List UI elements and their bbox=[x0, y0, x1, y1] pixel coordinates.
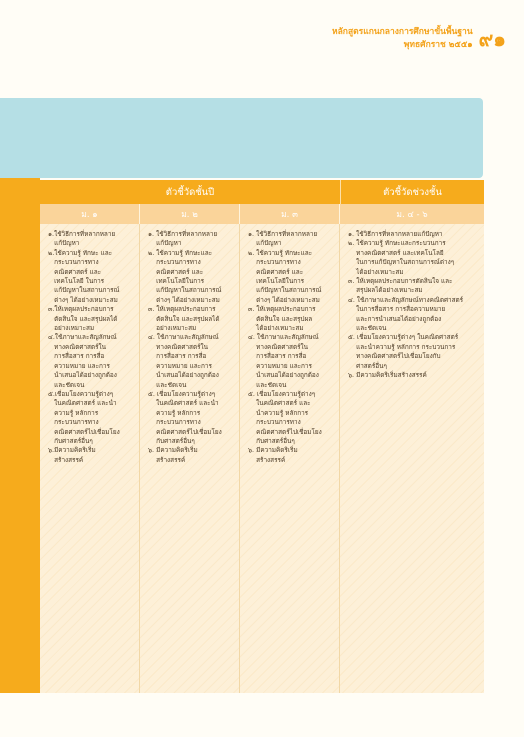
list-item: ๔. ใช้ภาษาและสัญลักษณ์ ทางคณิตศาสตร์ใน การสื่อสาร การสื่อ ความหมาย และการ นำเสนอได้อย่างถูกต้อง และชัดเจน bbox=[148, 333, 219, 389]
table-body bbox=[40, 224, 484, 693]
indicator-table bbox=[40, 180, 484, 693]
curriculum-title: หลักสูตรแกนกลางการศึกษาขั้นพื้นฐาน bbox=[331, 27, 473, 37]
column-header-m3: ม. ๓ bbox=[240, 204, 340, 224]
list-item: ๕.เชื่อมโยงความรู้ต่างๆ ในคณิตศาสตร์ และนำ ความรู้ หลักการ กระบวนการทาง คณิตศาสตร์ไปเชื่อมโยง กับศาสตร์อื่นๆ bbox=[48, 389, 120, 445]
column-m3 bbox=[240, 224, 340, 693]
list-item: ๔. ใช้ภาษาและสัญลักษณ์ ทางคณิตศาสตร์ใน การสื่อสาร การสื่อ ความหมาย และการ นำเสนอได้อย่างถูกต้อง และชัดเจน bbox=[248, 333, 319, 389]
curriculum-year: พุทธศักราช ๒๕๕๑ bbox=[403, 40, 473, 50]
list-item: ๔. ใช้ภาษาและสัญลักษณ์ทางคณิตศาสตร์ ในการสื่อสาร การสื่อความหมาย และการนำเสนอได้อย่างถูกต้อง และชัดเจน bbox=[348, 295, 464, 333]
list-item: ๑. ใช้วิธีการที่หลากหลาย แก้ปัญหา bbox=[248, 230, 318, 248]
list-item: ๒. ใช้ความรู้ ทักษะและ กระบวนการทาง คณิตศาสตร์ และ เทคโนโลยีในการ แก้ปัญหาในสถานการณ์ ต่างๆ ได้อย่างเหมาะสม bbox=[148, 248, 222, 304]
list-item: ๕. เชื่อมโยงความรู้ต่างๆ ในคณิตศาสตร์ และนำความรู้ หลักการ กระบวนการ ทางคณิตศาสตร์ไปเชื่อมโยงกับ ศาสตร์อื่นๆ bbox=[348, 333, 459, 370]
list-item: ๓.ให้เหตุผลประกอบการ ตัดสินใจ และสรุปผลได้ อย่างเหมาะสม bbox=[48, 305, 118, 333]
list-item: ๒. ใช้ความรู้ ทักษะและ กระบวนการทาง คณิตศาสตร์ และ เทคโนโลยีในการ แก้ปัญหาในสถานการณ์ ต่างๆ ได้อย่างเหมาะสม bbox=[248, 248, 322, 304]
list-item: ๕. เชื่อมโยงความรู้ต่างๆ ในคณิตศาสตร์ และ นำความรู้ หลักการ กระบวนการทาง คณิตศาสตร์ไปเชื่อมโยง กับศาสตร์อื่นๆ bbox=[248, 389, 322, 445]
column-m1 bbox=[40, 224, 140, 693]
list-item: ๒.ใช้ความรู้ ทักษะ และ กระบวนการทาง คณิตศาสตร์ และ เทคโนโลยี ในการ แก้ปัญหาในสถานการณ์ ต่างๆ ได้อย่างเหมาะสม bbox=[48, 248, 120, 304]
list-item: ๑.ใช้วิธีการที่หลากหลาย แก้ปัญหา bbox=[48, 230, 116, 248]
table-column-header bbox=[40, 204, 484, 224]
list-item: ๖. มีความคิดริเริ่ม สร้างสรรค์ bbox=[248, 446, 298, 464]
list-item: ๔.ใช้ภาษาและสัญลักษณ์ ทางคณิตศาสตร์ใน การสื่อสาร การสื่อ ความหมาย และการ นำเสนอได้อย่างถูกต้อง และชัดเจน bbox=[48, 333, 117, 389]
column-header-m4-6: ม. ๔ - ๖ bbox=[340, 204, 484, 224]
list-item: ๖.มีความคิดริเริ่ม สร้างสรรค์ bbox=[48, 446, 96, 464]
list-item: ๖. มีความคิดริเริ่มสร้างสรรค์ bbox=[348, 371, 427, 380]
list-item: ๓. ให้เหตุผลประกอบการตัดสินใจ และ สรุปผลได้อย่างเหมาะสม bbox=[348, 277, 453, 295]
header-titles bbox=[332, 26, 473, 52]
group-header-grade-indicators: ตัวชี้วัดชั้นปี bbox=[40, 180, 341, 204]
column-m4-6 bbox=[340, 224, 484, 693]
list-item: ๓. ให้เหตุผลประกอบการ ตัดสินใจ และสรุปผล ได้อย่างเหมาะสม bbox=[248, 305, 316, 333]
page-number: ๙๑ bbox=[478, 27, 506, 51]
column-header-m1: ม. ๑ bbox=[40, 204, 140, 224]
list-item: ๒. ใช้ความรู้ ทักษะและกระบวนการ ทางคณิตศาสตร์ และเทคโนโลยี ในการแก้ปัญหาในสถานการณ์ต่างๆ ได้อย่างเหมาะสม bbox=[348, 239, 455, 276]
side-color-bar bbox=[0, 178, 40, 693]
list-item: ๓. ให้เหตุผลประกอบการ ตัดสินใจ และสรุปผลได้ อย่างเหมาะสม bbox=[148, 305, 220, 333]
list-item: ๖. มีความคิดริเริ่ม สร้างสรรค์ bbox=[148, 446, 198, 464]
list-item: ๑. ใช้วิธีการที่หลากหลายแก้ปัญหา bbox=[348, 230, 443, 238]
group-header-range-indicators: ตัวชี้วัดช่วงชั้น bbox=[341, 180, 484, 204]
list-item: ๕. เชื่อมโยงความรู้ต่างๆ ในคณิตศาสตร์ และนำ ความรู้ หลักการ กระบวนการทาง คณิตศาสตร์ไปเชื่อมโยง กับศาสตร์อื่นๆ bbox=[148, 389, 222, 445]
table-group-header bbox=[40, 180, 484, 204]
section-banner bbox=[0, 98, 483, 178]
page-header bbox=[332, 26, 506, 52]
list-item: ๑. ใช้วิธีการที่หลากหลาย แก้ปัญหา bbox=[148, 230, 218, 248]
column-m2 bbox=[140, 224, 240, 693]
column-header-m2: ม. ๒ bbox=[140, 204, 240, 224]
